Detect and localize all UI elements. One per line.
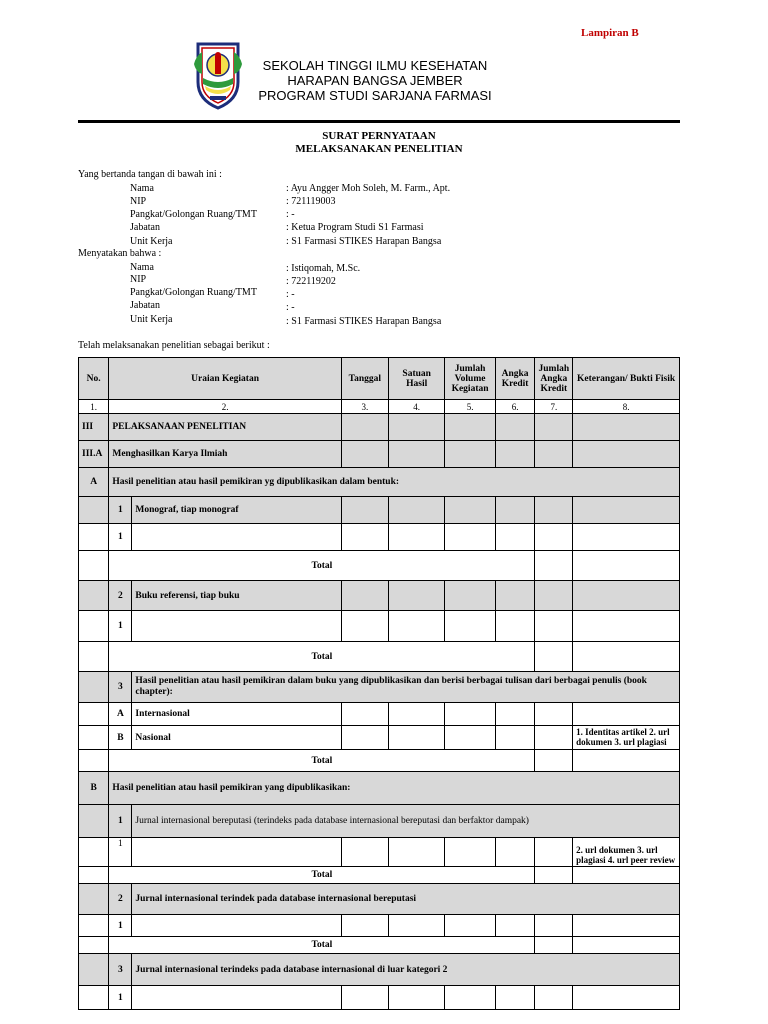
buku-entry-row: [79, 611, 680, 642]
signer-label-jabatan: Jabatan: [130, 222, 160, 233]
jurnal1-total-row: [79, 867, 680, 884]
section-iii-no: III: [79, 414, 109, 441]
header-no: No.: [79, 358, 109, 400]
section-iiia-row: [79, 441, 680, 468]
chapter-no: 3: [109, 672, 132, 703]
col-num-3: 3.: [341, 400, 388, 414]
jurnal2-row: [79, 884, 680, 915]
signer-value-jabatan: : Ketua Program Studi S1 Farmasi: [286, 222, 424, 233]
declared-label-pangkat: Pangkat/Golongan Ruang/TMT: [130, 287, 257, 298]
section-iiia-no: III.A: [79, 441, 109, 468]
buku-entry-no: 1: [109, 611, 132, 642]
monograf-title: Monograf, tiap monograf: [132, 497, 341, 524]
declared-value-pangkat: : -: [286, 289, 295, 300]
jurnal1-entry-no: 1: [109, 838, 132, 867]
signer-label-pangkat: Pangkat/Golongan Ruang/TMT: [130, 209, 257, 220]
buku-total-label: Total: [109, 642, 535, 672]
header-uraian: Uraian Kegiatan: [109, 358, 341, 400]
nasional-letter: B: [109, 726, 132, 750]
section-a-no: A: [79, 468, 109, 497]
signer-value-name: : Ayu Angger Moh Soleh, M. Farm., Apt.: [286, 183, 451, 194]
signer-label-nip: NIP: [130, 196, 147, 207]
jurnal3-no: 3: [109, 954, 132, 986]
signer-value-unit: : S1 Farmasi STIKES Harapan Bangsa: [286, 236, 442, 247]
declared-value-unit: : S1 Farmasi STIKES Harapan Bangsa: [286, 316, 442, 327]
header-angka-kredit: Angka Kredit: [495, 358, 535, 400]
header-satuan: Satuan Hasil: [388, 358, 445, 400]
title-line-1: SURAT PERNYATAAN: [322, 130, 436, 142]
signer-value-nip: : 721119003: [286, 196, 336, 207]
buku-no: 2: [109, 581, 132, 611]
header-keterangan: Keterangan/ Bukti Fisik: [573, 358, 680, 400]
nasional-note: 1. Identitas artikel 2. url dokumen 3. url plagiasi: [573, 726, 680, 750]
monograf-row: [79, 497, 680, 524]
chapter-title: Hasil penelitian atau hasil pemikiran dalam buku yang dipublikasikan dan berisi berbagai tulisan dari berbagai penulis (book chapter):: [132, 672, 680, 703]
nasional-row: [79, 726, 680, 750]
institution-logo-icon: [190, 38, 246, 110]
internasional-label: Internasional: [132, 703, 341, 726]
col-num-6: 6.: [495, 400, 535, 414]
internasional-row: [79, 703, 680, 726]
buku-title: Buku referensi, tiap buku: [132, 581, 341, 611]
col-num-5: 5.: [445, 400, 495, 414]
declared-value-jabatan: : -: [286, 302, 295, 313]
section-a-row: [79, 468, 680, 497]
monograf-no: 1: [109, 497, 132, 524]
lampiran-label: Lampiran B: [581, 27, 639, 39]
declared-label-unit: Unit Kerja: [130, 314, 173, 325]
col-num-2: 2.: [109, 400, 341, 414]
declared-value-name: : Istiqomah, M.Sc.: [286, 263, 361, 274]
jurnal2-no: 2: [109, 884, 132, 915]
buku-row: [79, 581, 680, 611]
header-jumlah-angka-kredit: Jumlah Angka Kredit: [535, 358, 573, 400]
header-divider: [78, 120, 680, 123]
signer-intro: Yang bertanda tangan di bawah ini :: [78, 169, 222, 180]
signer-value-pangkat: : -: [286, 209, 295, 220]
title-line-2: MELAKSANAKAN PENELITIAN: [295, 143, 463, 155]
col-num-1: 1.: [79, 400, 109, 414]
section-b-row: [79, 772, 680, 805]
jurnal3-row: [79, 954, 680, 986]
declared-label-jabatan: Jabatan: [130, 300, 160, 311]
chapter-row: [79, 672, 680, 703]
monograf-total-label: Total: [109, 551, 535, 581]
header-tanggal: Tanggal: [341, 358, 388, 400]
signer-label-unit: Unit Kerja: [130, 236, 173, 247]
institution-line-3: PROGRAM STUDI SARJANA FARMASI: [258, 88, 492, 103]
jurnal1-row: [79, 805, 680, 838]
institution-header: [250, 58, 500, 103]
declared-intro: Menyatakan bahwa :: [78, 248, 162, 259]
jurnal1-title: Jurnal internasional bereputasi (terindeks pada database internasional bereputasi dan berfaktor dampak): [132, 805, 680, 838]
jurnal3-entry-no: 1: [109, 986, 132, 1010]
col-num-7: 7.: [535, 400, 573, 414]
jurnal1-no: 1: [109, 805, 132, 838]
jurnal1-note: 2. url dokumen 3. url plagiasi 4. url peer review: [573, 838, 680, 867]
column-number-row: [79, 400, 680, 414]
monograf-entry-no: 1: [109, 524, 132, 551]
jurnal3-title: Jurnal internasional terindeks pada database internasional di luar kategori 2: [132, 954, 680, 986]
internasional-letter: A: [109, 703, 132, 726]
jurnal1-total-label: Total: [109, 867, 535, 884]
col-num-8: 8.: [573, 400, 680, 414]
monograf-entry-row: [79, 524, 680, 551]
col-num-4: 4.: [388, 400, 445, 414]
monograf-total-row: [79, 551, 680, 581]
jurnal3-entry-row: [79, 986, 680, 1010]
chapter-total-row: [79, 750, 680, 772]
jurnal2-entry-no: 1: [109, 915, 132, 937]
institution-line-1: SEKOLAH TINGGI ILMU KESEHATAN: [262, 58, 488, 73]
nasional-label: Nasional: [132, 726, 341, 750]
header-volume: Jumlah Volume Kegiatan: [445, 358, 495, 400]
jurnal2-total-label: Total: [109, 937, 535, 954]
jurnal2-total-row: [79, 937, 680, 954]
section-b-no: B: [79, 772, 109, 805]
research-activity-table: [78, 357, 680, 1010]
section-iii-row: [79, 414, 680, 441]
section-b-title: Hasil penelitian atau hasil pemikiran yang dipublikasikan:: [109, 772, 680, 805]
section-a-title: Hasil penelitian atau hasil pemikiran yg dipublikasikan dalam bentuk:: [109, 468, 680, 497]
declared-value-nip: : 722119202: [286, 276, 336, 287]
declared-label-name: Nama: [130, 262, 154, 273]
declared-label-nip: NIP: [130, 274, 147, 285]
institution-line-2: HARAPAN BANGSA JEMBER: [287, 73, 463, 88]
section-iii-title: PELAKSANAAN PENELITIAN: [109, 414, 341, 441]
signer-label-name: Nama: [130, 183, 154, 194]
table-header-row: [79, 358, 680, 400]
jurnal2-entry-row: [79, 915, 680, 937]
jurnal2-title: Jurnal internasional terindek pada database internasional bereputasi: [132, 884, 680, 915]
chapter-total-label: Total: [109, 750, 535, 772]
jurnal1-entry-row: [79, 838, 680, 867]
section-iiia-title: Menghasilkan Karya Ilmiah: [109, 441, 341, 468]
table-intro: Telah melaksanakan penelitian sebagai berikut :: [78, 340, 270, 351]
document-title: [78, 130, 680, 156]
buku-total-row: [79, 642, 680, 672]
